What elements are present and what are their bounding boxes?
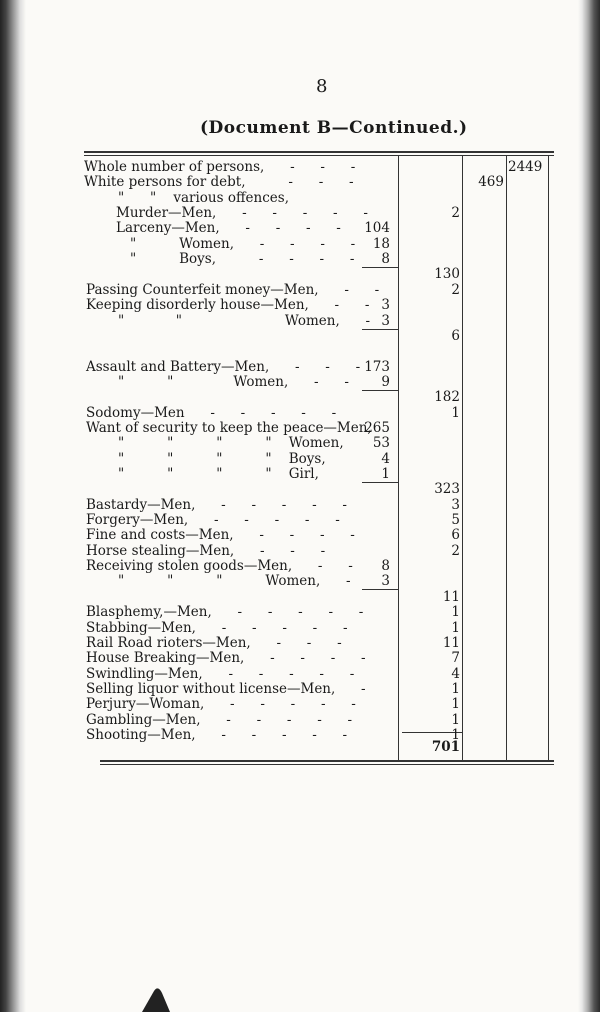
value-v1: 2 xyxy=(451,543,460,559)
row-label: Larceny—Men, - - - - xyxy=(116,220,341,236)
value-v1: 1 xyxy=(451,712,460,728)
table-bottom-rule xyxy=(100,760,554,762)
row-label: " " " " Women, xyxy=(118,435,344,451)
value-v1: 11 xyxy=(442,589,460,605)
value-v1: 11 xyxy=(442,635,460,651)
row-label: Assault and Battery—Men, - - - xyxy=(86,359,361,375)
value-v1: 323 xyxy=(434,481,460,497)
value-v1: 182 xyxy=(434,389,460,405)
ink-mark xyxy=(140,985,180,1012)
value-v1: 1 xyxy=(451,604,460,620)
value-v1: 1 xyxy=(451,620,460,636)
value-v1: 1 xyxy=(451,681,460,697)
value-v1: 7 xyxy=(451,650,460,666)
row-label: Rail Road rioters—Men, - - - xyxy=(86,635,342,651)
total-row xyxy=(0,738,600,756)
row-label: Stabbing—Men, - - - - - xyxy=(86,620,348,636)
sub-value: 1 xyxy=(381,466,390,482)
row-label: Passing Counterfeit money—Men, - - xyxy=(86,282,380,298)
value-v1: 6 xyxy=(451,328,460,344)
sub-value: 8 xyxy=(381,251,390,267)
value-v1: 1 xyxy=(451,696,460,712)
row-label: Bastardy—Men, - - - - - xyxy=(86,497,347,513)
value-v1: 1 xyxy=(451,727,460,743)
table-bottom-rule-thin xyxy=(100,764,554,765)
row-label: " " Women, - - xyxy=(118,374,349,390)
row-label: " Boys, - - - - xyxy=(130,251,355,267)
value-v1: 1 xyxy=(451,405,460,421)
sub-value: 3 xyxy=(381,313,390,329)
total-value: 701 xyxy=(431,739,460,755)
row-label: House Breaking—Men, - - - - xyxy=(86,650,366,666)
value-v1: 130 xyxy=(434,266,460,282)
row-label: Perjury—Woman, - - - - - xyxy=(86,696,356,712)
value-v1: 5 xyxy=(451,512,460,528)
value-v1: 2 xyxy=(451,282,460,298)
sub-value: 173 xyxy=(364,359,390,375)
document-heading: (Document B—Continued.) xyxy=(200,118,468,138)
row-label: White persons for debt, - - - xyxy=(84,174,354,190)
value-v1: 3 xyxy=(451,497,460,513)
row-label: Receiving stolen goods—Men, - - xyxy=(86,558,353,574)
table-top-rule-thin xyxy=(84,155,554,156)
sub-value: 3 xyxy=(381,297,390,313)
row-label: " Women, - - - - xyxy=(130,236,356,252)
page-number: 8 xyxy=(316,76,328,97)
row-label: Murder—Men, - - - - - xyxy=(116,205,368,221)
row-label: " " " Women, - xyxy=(118,573,351,589)
value-v1: 6 xyxy=(451,527,460,543)
value-v2: 469 xyxy=(478,174,504,190)
sub-value: 265 xyxy=(364,420,390,436)
value-v3: 2449 xyxy=(508,159,543,175)
row-label: Horse stealing—Men, - - - xyxy=(86,543,326,559)
sub-value: 8 xyxy=(381,558,390,574)
sub-value: 104 xyxy=(364,220,390,236)
sub-value: 9 xyxy=(381,374,390,390)
row-label: Selling liquor without license—Men, - xyxy=(86,681,366,697)
row-label: Blasphemy,—Men, - - - - - xyxy=(86,604,364,620)
row-label: " " " " Boys, xyxy=(118,451,326,467)
sub-value: 3 xyxy=(381,573,390,589)
sub-value: 53 xyxy=(372,435,390,451)
row-label: Gambling—Men, - - - - - xyxy=(86,712,353,728)
row-label: Forgery—Men, - - - - - xyxy=(86,512,340,528)
value-v1: 2 xyxy=(451,205,460,221)
value-v1: 4 xyxy=(451,666,460,682)
sub-value: 18 xyxy=(372,236,390,252)
table-top-rule xyxy=(84,151,554,153)
row-label: " " Women, - xyxy=(118,313,371,329)
sub-value: 4 xyxy=(381,451,390,467)
row-label: Whole number of persons, - - - xyxy=(84,159,356,175)
row-label: " " " " Girl, xyxy=(118,466,319,482)
row-label: Swindling—Men, - - - - - xyxy=(86,666,355,682)
row-label: Keeping disorderly house—Men, - - xyxy=(86,297,370,313)
row-label: " " various offences, xyxy=(118,190,289,206)
row-label: Shooting—Men, - - - - - xyxy=(86,727,348,743)
row-label: Sodomy—Men - - - - - xyxy=(86,405,337,421)
row-label: Want of security to keep the peace—Men, xyxy=(86,420,372,436)
row-label: Fine and costs—Men, - - - - xyxy=(86,527,355,543)
